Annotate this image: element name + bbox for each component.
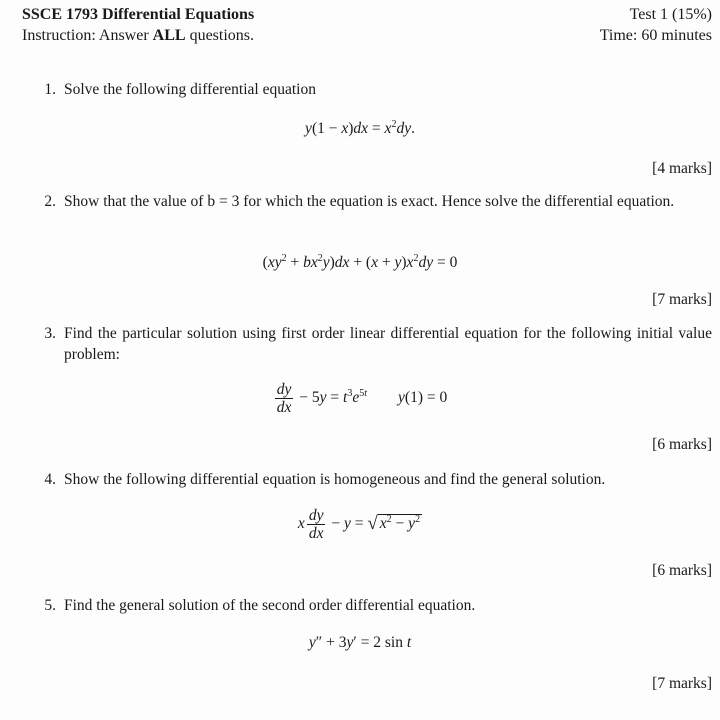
equation-1: $y(1 - x)dx = x^2dy$.: [305, 119, 415, 137]
equation-2: $(xy^2 + bx^2y)dx + (x + y)x^2dy = 0$: [262, 253, 458, 271]
course-title: SSCE 1793 Differential Equations: [22, 6, 255, 23]
marks-5: [7 marks]: [652, 675, 712, 692]
equation-3: $\frac{dy}{dx}$ − $5y = t^3e^{5t}$ y(1) = 0: [276, 381, 448, 416]
marks-1: [4 marks]: [652, 160, 712, 177]
question-number: 5.: [44, 597, 56, 614]
instruction: Instruction: Answer ALL questions.: [22, 27, 255, 44]
question-text: Solve the following differential equation: [64, 81, 316, 98]
question-2: [0, 191, 712, 212]
exam-header: [22, 4, 712, 46]
question-1: [0, 79, 712, 100]
question-number: 3.: [44, 325, 56, 342]
question-number: 1.: [44, 81, 56, 98]
test-label: Test 1 (15%): [629, 6, 712, 23]
equation-4: x $\frac{dy}{dx}$ − y = √ $x^2 - y^2$: [297, 507, 421, 542]
question-number: 2.: [44, 193, 56, 210]
question-text: Find the particular solution using first order linear differential equation for the following initial value problem:: [64, 325, 712, 363]
question-text: Find the general solution of the second order differential equation.: [64, 597, 476, 614]
marks-2: [7 marks]: [652, 291, 712, 308]
question-text: Show the following differential equation is homogeneous and find the general solution.: [64, 471, 606, 488]
question-5: [0, 595, 712, 616]
marks-3: [6 marks]: [652, 436, 712, 453]
marks-4: [6 marks]: [652, 562, 712, 579]
time-label: Time: 60 minutes: [599, 27, 712, 44]
question-number: 4.: [44, 471, 56, 488]
question-3: [0, 323, 712, 365]
question-text: Show that the value of b = 3 for which the equation is exact. Hence solve the differential equation.: [64, 193, 675, 210]
equation-5: y″ + 3y′ = 2 sin t: [308, 634, 412, 651]
question-4: [0, 469, 712, 490]
